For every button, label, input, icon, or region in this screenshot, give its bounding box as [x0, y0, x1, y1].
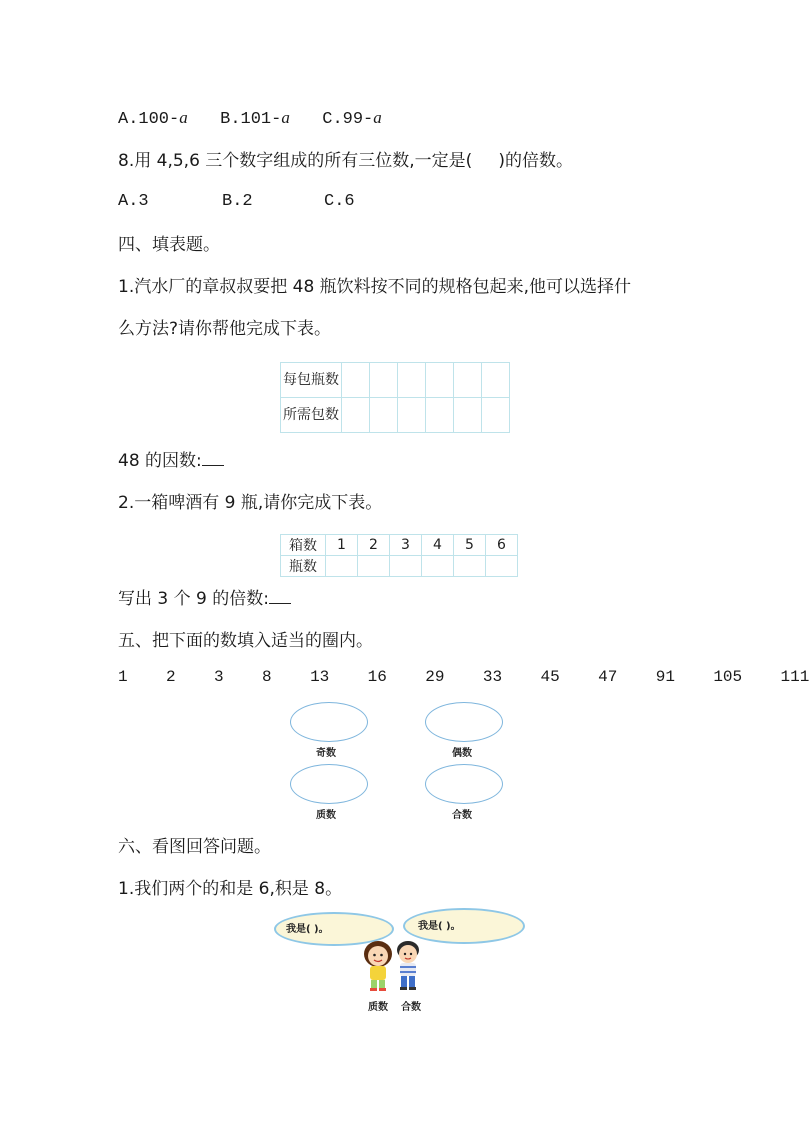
factors-line: 48 的因数:	[118, 446, 224, 471]
section4-title: 四、填表题。	[118, 235, 220, 255]
girl-label: 质数	[368, 1002, 388, 1013]
number-item: 111	[780, 668, 809, 686]
q8-option-b: B.2	[222, 192, 253, 211]
number-item: 45	[540, 668, 560, 686]
table-cell: 5	[454, 535, 486, 556]
table-cell[interactable]	[390, 556, 422, 577]
right-bubble-text: 我是( )。	[418, 921, 461, 932]
package-table	[280, 362, 510, 433]
children-illustration	[360, 936, 430, 996]
boy-label: 合数	[401, 1002, 421, 1013]
section5-title: 五、把下面的数填入适当的圈内。	[118, 631, 373, 651]
q8-question: 8.用 4,5,6 三个数字组成的所有三位数,一定是( )的倍数。	[118, 151, 573, 171]
table-cell: 6	[486, 535, 518, 556]
section4-q1-line2: 么方法?请你帮他完成下表。	[118, 319, 332, 339]
table-cell[interactable]	[342, 363, 370, 398]
table2-row2-label: 瓶数	[281, 556, 326, 577]
section6-title: 六、看图回答问题。	[118, 837, 271, 857]
number-item: 105	[713, 668, 743, 686]
left-bubble-text: 我是( )。	[286, 924, 329, 935]
table-row	[281, 363, 510, 398]
section4-q2-line: 2.一箱啤酒有 9 瓶,请你完成下表。	[118, 493, 383, 513]
table-cell[interactable]	[454, 398, 482, 433]
table-cell[interactable]	[426, 363, 454, 398]
composite-label: 合数	[452, 810, 472, 821]
section6-q1-line: 1.我们两个的和是 6,积是 8。	[118, 879, 343, 899]
composite-circle[interactable]	[425, 764, 503, 804]
number-item: 91	[655, 668, 675, 686]
number-list	[118, 668, 809, 686]
table-cell[interactable]	[358, 556, 390, 577]
table-cell: 3	[390, 535, 422, 556]
table-cell[interactable]	[370, 398, 398, 433]
table1-row2-label: 所需包数	[281, 398, 342, 433]
multiples-line: 写出 3 个 9 的倍数:	[118, 584, 291, 609]
beer-table	[280, 534, 518, 577]
table-cell[interactable]	[342, 398, 370, 433]
number-item: 2	[166, 668, 176, 686]
table-cell[interactable]	[482, 398, 510, 433]
prime-label: 质数	[316, 810, 336, 821]
q7-option-a: A.100-a	[118, 108, 188, 129]
table-cell[interactable]	[422, 556, 454, 577]
table-cell[interactable]	[398, 398, 426, 433]
table-cell[interactable]	[454, 363, 482, 398]
table-cell: 4	[422, 535, 454, 556]
odd-label: 奇数	[316, 748, 336, 759]
girl-figure	[364, 941, 392, 991]
q8-option-c: C.6	[324, 192, 355, 211]
number-item: 33	[482, 668, 503, 686]
number-item: 16	[367, 668, 387, 686]
number-item: 29	[425, 668, 445, 686]
table-cell: 1	[326, 535, 358, 556]
prime-circle[interactable]	[290, 764, 368, 804]
number-item: 3	[214, 668, 224, 686]
table1-row1-label: 每包瓶数	[281, 363, 342, 398]
table-cell[interactable]	[426, 398, 454, 433]
even-circle[interactable]	[425, 702, 503, 742]
table-row	[281, 535, 518, 556]
table-cell: 2	[358, 535, 390, 556]
table-cell[interactable]	[482, 363, 510, 398]
even-label: 偶数	[452, 748, 472, 759]
odd-circle[interactable]	[290, 702, 368, 742]
multiples-blank[interactable]	[269, 589, 291, 604]
section4-q1-line1: 1.汽水厂的章叔叔要把 48 瓶饮料按不同的规格包起来,他可以选择什	[118, 277, 632, 297]
number-item: 47	[598, 668, 618, 686]
table-cell[interactable]	[454, 556, 486, 577]
boy-figure	[397, 941, 419, 990]
table-cell[interactable]	[486, 556, 518, 577]
table-cell[interactable]	[398, 363, 426, 398]
table-row	[281, 398, 510, 433]
number-item: 1	[118, 668, 128, 686]
table2-row1-label: 箱数	[281, 535, 326, 556]
q7-option-c: C.99-a	[322, 108, 382, 129]
table-cell[interactable]	[326, 556, 358, 577]
number-item: 13	[310, 668, 330, 686]
q7-option-b: B.101-a	[220, 108, 290, 129]
table-row	[281, 556, 518, 577]
table-cell[interactable]	[370, 363, 398, 398]
factors-blank[interactable]	[202, 451, 224, 466]
q8-option-a: A.3	[118, 192, 149, 211]
q7-options	[118, 108, 382, 129]
number-item: 8	[262, 668, 272, 686]
